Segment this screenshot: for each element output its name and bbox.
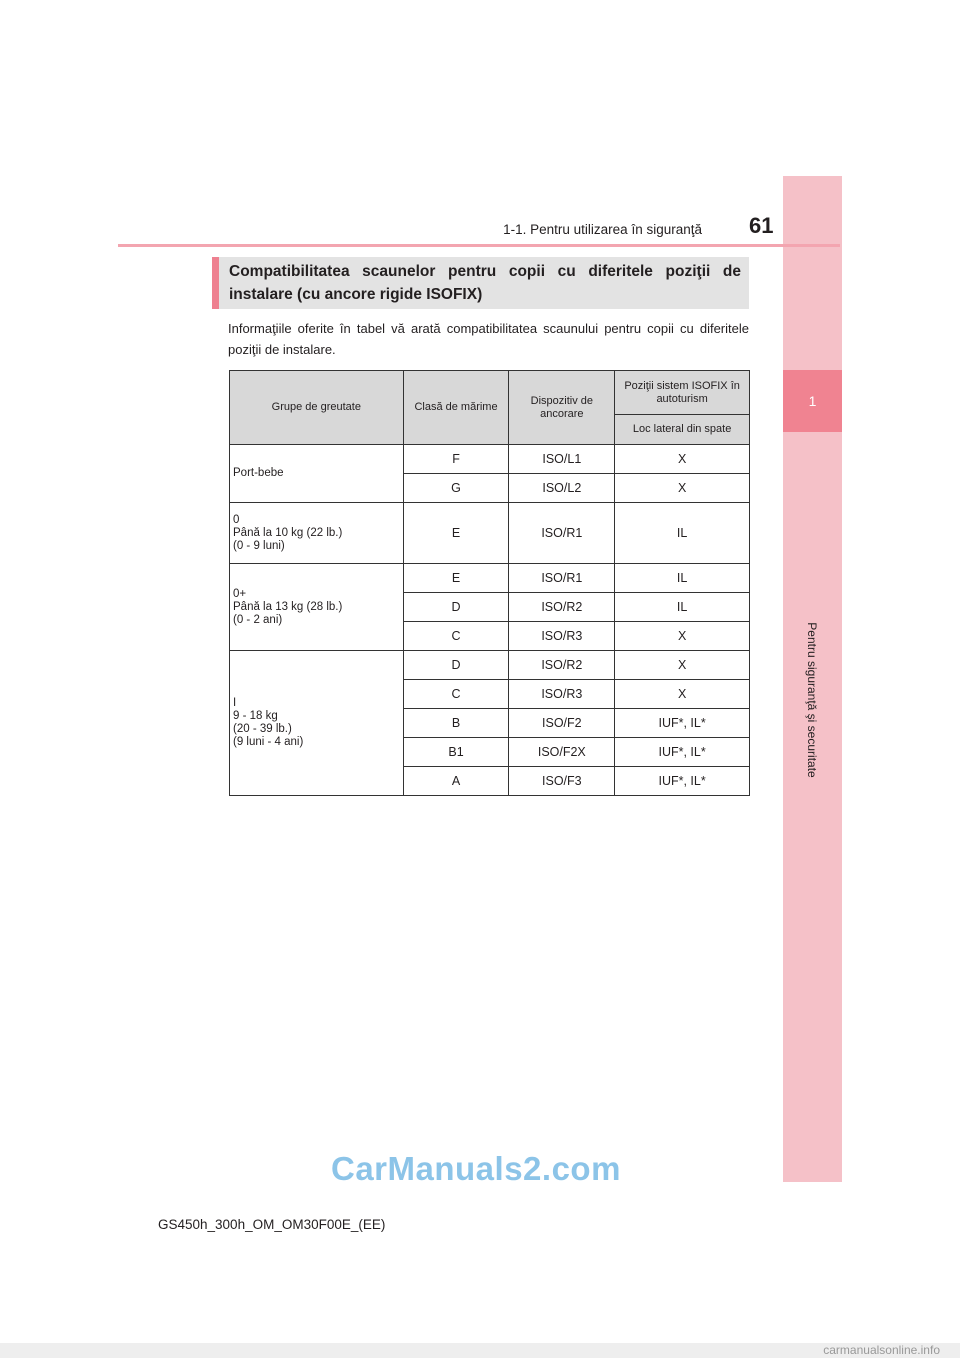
isofix-position-cell: IL xyxy=(615,564,750,593)
page-number: 61 xyxy=(749,213,774,238)
size-class-cell: E xyxy=(403,564,509,593)
chapter-number-tab: 1 xyxy=(783,370,842,432)
isofix-position-cell: X xyxy=(615,445,750,474)
isofix-position-cell: X xyxy=(615,680,750,709)
isofix-position-cell: IL xyxy=(615,593,750,622)
watermark-bar xyxy=(0,1343,960,1358)
isofix-position-cell: X xyxy=(615,651,750,680)
anchoring-device-cell: ISO/F2 xyxy=(509,709,615,738)
table-row xyxy=(230,564,750,593)
isofix-position-cell: IUF*, IL* xyxy=(615,738,750,767)
header-anchoring-device: Dispozitiv de ancorare xyxy=(509,371,615,445)
size-class-cell: C xyxy=(403,622,509,651)
anchoring-device-cell: ISO/R1 xyxy=(509,564,615,593)
size-class-cell: B xyxy=(403,709,509,738)
anchoring-device-cell: ISO/R1 xyxy=(509,503,615,564)
isofix-position-cell: IL xyxy=(615,503,750,564)
table-row xyxy=(230,445,750,474)
weight-group-cell: 0 Până la 10 kg (22 lb.) (0 - 9 luni) xyxy=(230,503,404,564)
header-size-class: Clasă de mărime xyxy=(403,371,509,445)
size-class-cell: B1 xyxy=(403,738,509,767)
chapter-title-vertical: Pentru siguranţă şi securitate xyxy=(805,622,819,778)
isofix-position-cell: IUF*, IL* xyxy=(615,709,750,738)
isofix-position-cell: IUF*, IL* xyxy=(615,767,750,796)
intro-paragraph: Informaţiile oferite în tabel vă arată compatibilitatea scaunului pentru copii cu diferitele poziţii de instalare. xyxy=(228,321,749,357)
watermark-logo: CarManuals2.com xyxy=(331,1150,621,1187)
section-title: Compatibilitatea scaunelor pentru copii cu diferitele poziţii de instalare (cu ancore rigide ISOFIX) xyxy=(229,263,741,303)
isofix-position-cell: X xyxy=(615,622,750,651)
anchoring-device-cell: ISO/F2X xyxy=(509,738,615,767)
isofix-position-cell: X xyxy=(615,474,750,503)
header-isofix-positions: Poziţii sistem ISOFIX în autoturism xyxy=(615,371,750,415)
header-rear-side-seat: Loc lateral din spate xyxy=(615,415,750,445)
watermark-text: carmanualsonline.info xyxy=(823,1343,940,1357)
size-class-cell: D xyxy=(403,593,509,622)
table-row xyxy=(230,503,750,564)
anchoring-device-cell: ISO/F3 xyxy=(509,767,615,796)
anchoring-device-cell: ISO/R2 xyxy=(509,593,615,622)
size-class-cell: C xyxy=(403,680,509,709)
size-class-cell: A xyxy=(403,767,509,796)
table-body xyxy=(230,445,750,796)
weight-group-cell: Port-bebe xyxy=(230,445,404,503)
header-rule xyxy=(118,244,840,247)
isofix-compatibility-table xyxy=(229,370,750,796)
section-heading-box xyxy=(212,257,749,309)
size-class-cell: G xyxy=(403,474,509,503)
size-class-cell: F xyxy=(403,445,509,474)
anchoring-device-cell: ISO/R2 xyxy=(509,651,615,680)
anchoring-device-cell: ISO/R3 xyxy=(509,680,615,709)
anchoring-device-cell: ISO/L2 xyxy=(509,474,615,503)
weight-group-cell: I 9 - 18 kg (20 - 39 lb.) (9 luni - 4 ani) xyxy=(230,651,404,796)
running-header: 1-1. Pentru utilizarea în siguranţă xyxy=(503,222,702,237)
size-class-cell: D xyxy=(403,651,509,680)
anchoring-device-cell: ISO/L1 xyxy=(509,445,615,474)
document-code: GS450h_300h_OM_OM30F00E_(EE) xyxy=(158,1217,386,1232)
size-class-cell: E xyxy=(403,503,509,564)
table-row xyxy=(230,651,750,680)
anchoring-device-cell: ISO/R3 xyxy=(509,622,615,651)
weight-group-cell: 0+ Până la 13 kg (28 lb.) (0 - 2 ani) xyxy=(230,564,404,651)
header-weight-groups: Grupe de greutate xyxy=(230,371,404,445)
